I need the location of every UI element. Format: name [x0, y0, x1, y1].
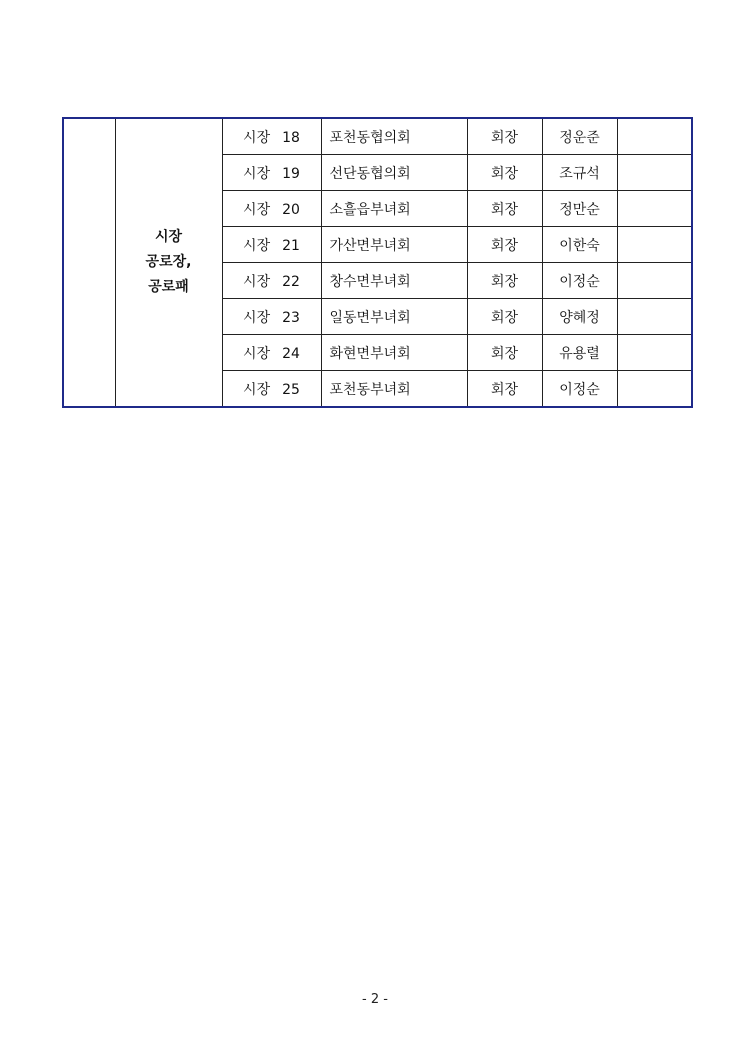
- position-cell: 회장: [467, 371, 542, 408]
- page-number: - 2 -: [362, 992, 388, 1007]
- position-cell: 회장: [467, 118, 542, 155]
- note-cell: [617, 371, 692, 408]
- name-cell: 이한숙: [542, 227, 617, 263]
- name-cell: 유용렬: [542, 335, 617, 371]
- award-number-cell: [222, 191, 321, 227]
- organization-cell: 포천동협의회: [321, 118, 467, 155]
- award-number: 21: [282, 237, 300, 254]
- award-number: 18: [282, 129, 300, 146]
- position-cell: 회장: [467, 299, 542, 335]
- award-recipients-table: [62, 117, 693, 408]
- award-category-cell: [115, 118, 222, 407]
- award-giver: 시장: [243, 345, 271, 362]
- position-cell: 회장: [467, 191, 542, 227]
- award-giver: 시장: [243, 381, 271, 398]
- organization-cell: 포천동부녀회: [321, 371, 467, 408]
- table-body: [63, 118, 692, 407]
- note-cell: [617, 227, 692, 263]
- note-cell: [617, 155, 692, 191]
- name-cell: 조규석: [542, 155, 617, 191]
- table-row: [63, 118, 692, 155]
- note-cell: [617, 299, 692, 335]
- organization-cell: 일동면부녀회: [321, 299, 467, 335]
- name-cell: 이정순: [542, 263, 617, 299]
- award-number-cell: [222, 263, 321, 299]
- position-cell: 회장: [467, 335, 542, 371]
- award-giver: 시장: [243, 237, 271, 254]
- award-giver: 시장: [243, 201, 271, 218]
- award-number-cell: [222, 299, 321, 335]
- position-cell: 회장: [467, 155, 542, 191]
- name-cell: 이정순: [542, 371, 617, 408]
- award-giver: 시장: [243, 129, 271, 146]
- position-cell: 회장: [467, 227, 542, 263]
- award-number: 25: [282, 381, 300, 398]
- organization-cell: 선단동협의회: [321, 155, 467, 191]
- organization-cell: 창수면부녀회: [321, 263, 467, 299]
- award-number-cell: [222, 335, 321, 371]
- blank-index-cell: [63, 118, 115, 407]
- name-cell: 양혜정: [542, 299, 617, 335]
- note-cell: [617, 335, 692, 371]
- category-line: 공로장,: [145, 254, 192, 270]
- award-number: 23: [282, 309, 300, 326]
- award-number-cell: [222, 118, 321, 155]
- category-line: 시장: [154, 229, 183, 245]
- note-cell: [617, 191, 692, 227]
- award-number: 20: [282, 201, 300, 218]
- category-line: 공로패: [148, 279, 189, 295]
- award-number: 24: [282, 345, 300, 362]
- organization-cell: 소흘읍부녀회: [321, 191, 467, 227]
- organization-cell: 화현면부녀회: [321, 335, 467, 371]
- award-number-cell: [222, 227, 321, 263]
- award-number-cell: [222, 155, 321, 191]
- position-cell: 회장: [467, 263, 542, 299]
- award-number: 22: [282, 273, 300, 290]
- award-giver: 시장: [243, 273, 271, 290]
- award-number-cell: [222, 371, 321, 408]
- name-cell: 정운준: [542, 118, 617, 155]
- note-cell: [617, 118, 692, 155]
- award-number: 19: [282, 165, 300, 182]
- award-giver: 시장: [243, 165, 271, 182]
- organization-cell: 가산면부녀회: [321, 227, 467, 263]
- name-cell: 정만순: [542, 191, 617, 227]
- award-giver: 시장: [243, 309, 271, 326]
- note-cell: [617, 263, 692, 299]
